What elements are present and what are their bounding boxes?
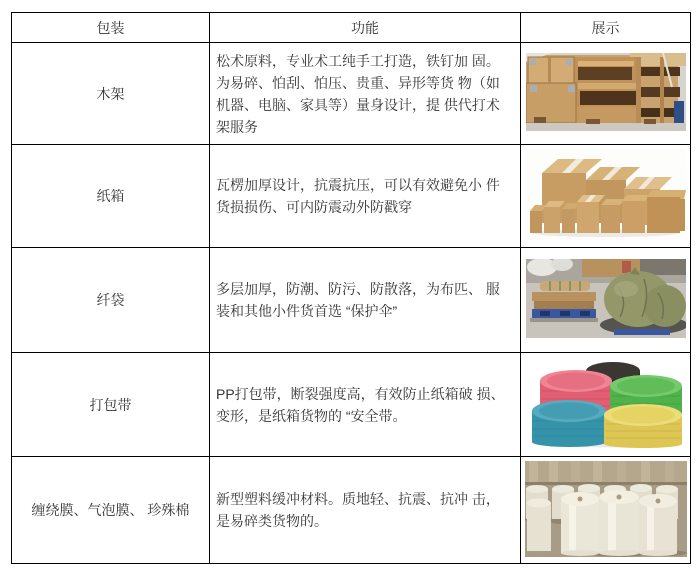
packaging-name: 打包带 (12, 353, 210, 457)
function-description: 多层加厚，防潮、防污、防散落，为布匹、 服装和其他小件货首选 “保护伞” (210, 248, 521, 353)
photo-cell (521, 145, 691, 248)
header-packaging: 包装 (12, 13, 210, 43)
photo-cell (521, 43, 691, 145)
packaging-table (11, 12, 691, 564)
fiber-bags-photo (526, 259, 686, 338)
table-row (12, 248, 691, 353)
packaging-name: 木架 (12, 43, 210, 145)
header-function: 功能 (210, 13, 521, 43)
function-description: PP打包带，断裂强度高，有效防止纸箱破 损、变形，是纸箱货物的 “安全带。 (210, 353, 521, 457)
header-row (12, 13, 691, 43)
packaging-name: 纸箱 (12, 145, 210, 248)
packaging-name: 缠绕膜、气泡膜、 珍殊棉 (12, 457, 210, 564)
photo-cell (521, 248, 691, 353)
table-row (12, 457, 691, 564)
photo-cell (521, 457, 691, 564)
wooden-crates-photo (526, 53, 686, 131)
header-display: 展示 (521, 13, 691, 43)
stretch-film-rolls-photo (525, 461, 687, 557)
table-row (12, 145, 691, 248)
function-description: 松术原料，专业术工纯手工打造，铁钉加 固。为易碎、怕刮、怕压、贵重、异形等货 物（如机器、电脑、家具等）量身设计，提 供代打术架服务 (210, 43, 521, 145)
strapping-rolls-photo (526, 359, 686, 448)
cardboard-boxes-photo (526, 149, 686, 240)
table-row (12, 43, 691, 145)
table-row (12, 353, 691, 457)
function-description: 瓦楞加厚设计，抗震抗压，可以有效避免小 件货损损伤、可内防震动外防戳穿 (210, 145, 521, 248)
packaging-name: 纤袋 (12, 248, 210, 353)
photo-cell (521, 353, 691, 457)
function-description: 新型塑料缓冲材料。质地轻、抗震、抗冲 击，是易碎类货物的。 (210, 457, 521, 564)
